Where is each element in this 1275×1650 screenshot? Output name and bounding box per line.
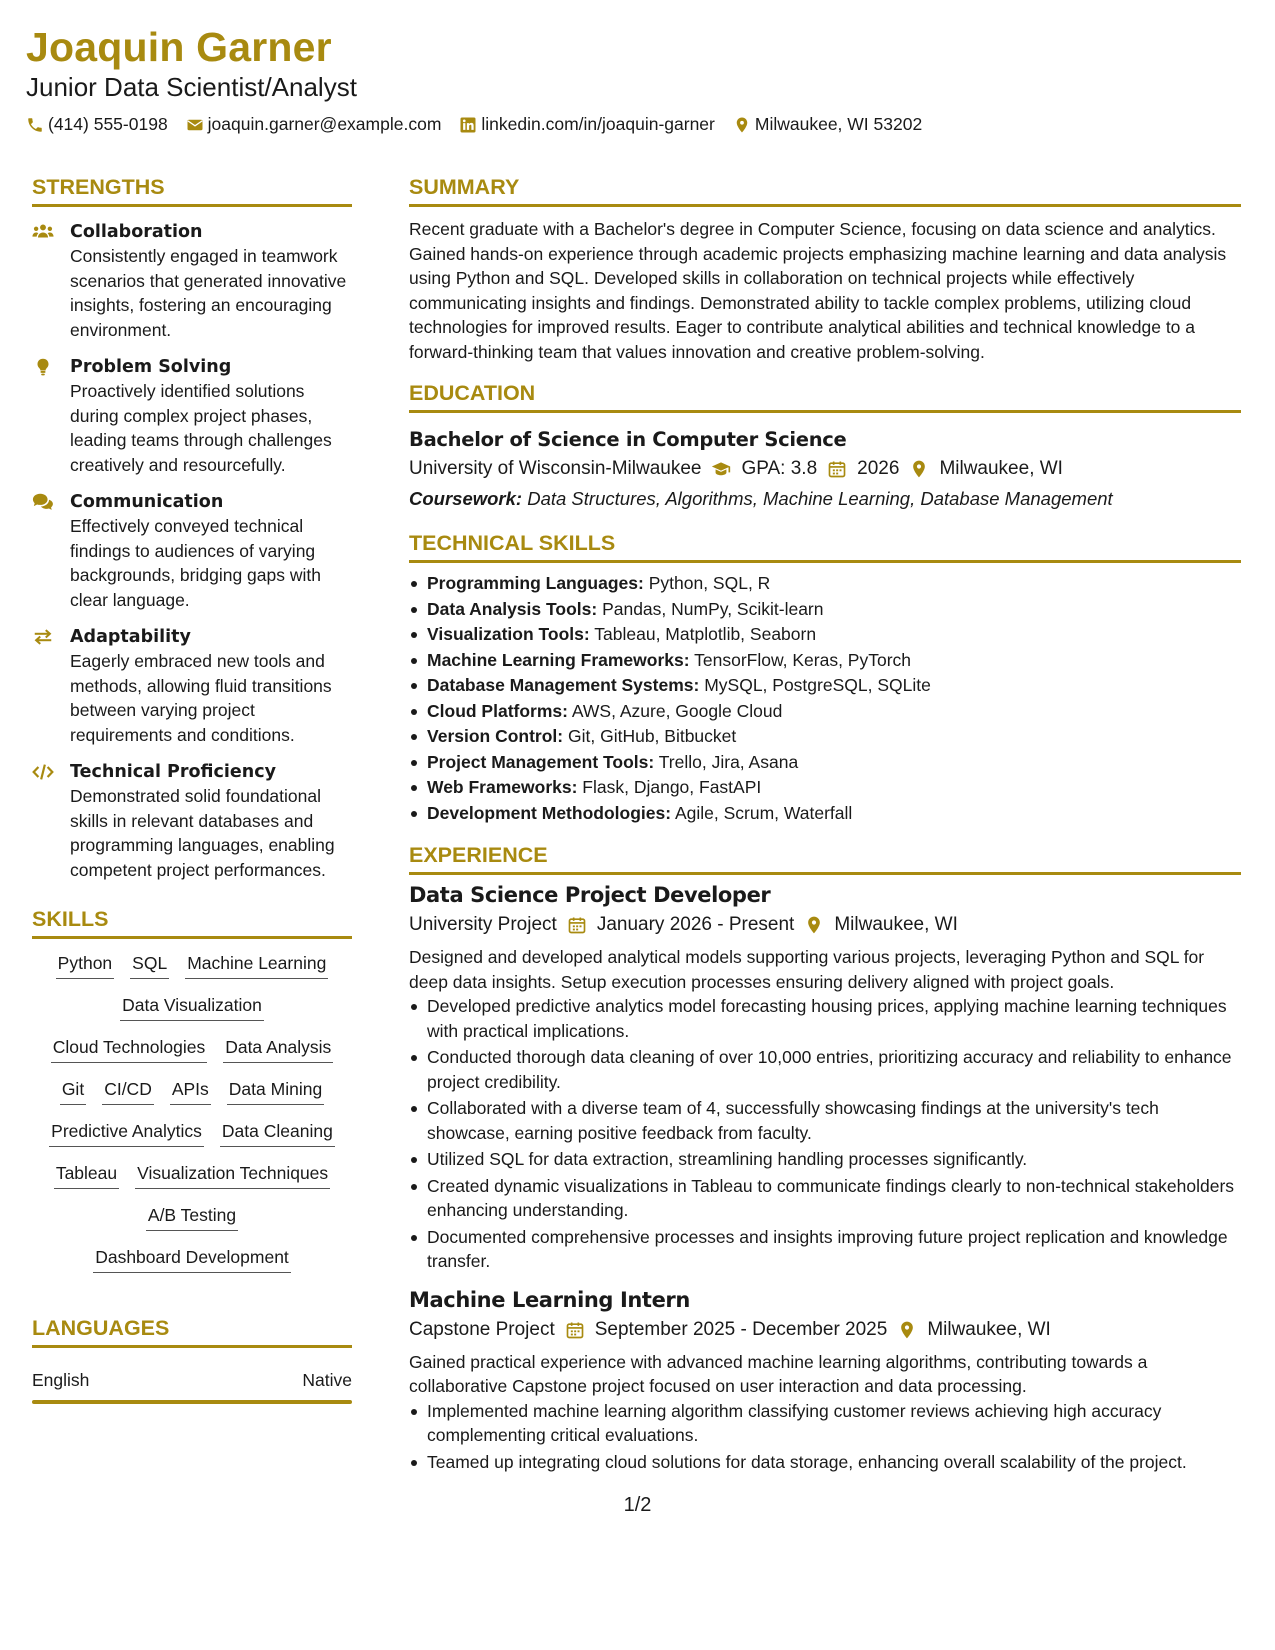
skill-category: Project Management Tools: <box>427 751 655 772</box>
education-meta <box>409 455 1241 483</box>
linkedin-text: linkedin.com/in/joaquin-garner <box>481 114 715 134</box>
education-heading: EDUCATION <box>409 380 1241 413</box>
job-location: Milwaukee, WI <box>834 914 958 935</box>
list-item: Collaborated with a diverse team of 4, successfully showcasing findings at the university's tech showcase, earning positive feedback from faculty. <box>409 1096 1241 1145</box>
technical-skills-heading: TECHNICAL SKILLS <box>409 530 1241 563</box>
skill-values: Flask, Django, FastAPI <box>582 777 762 797</box>
language-level: Native <box>302 1370 352 1390</box>
strength-text: Consistently engaged in teamwork scenarios that generated innovative insights, fostering an encouraging environment. <box>70 246 347 340</box>
skill-row <box>54 1161 330 1189</box>
job-title: Machine Learning Intern <box>409 1287 690 1312</box>
contact-phone[interactable] <box>26 114 168 135</box>
skill-tag: Data Visualization <box>120 993 264 1021</box>
strength-item <box>32 760 352 882</box>
map-marker-icon <box>897 1320 917 1340</box>
skill-row <box>49 1119 335 1147</box>
strength-title: Technical Proficiency <box>70 762 276 782</box>
phone-icon <box>26 116 44 134</box>
degree-title: Bachelor of Science in Computer Science <box>409 428 847 451</box>
job-org: University Project <box>409 914 557 935</box>
skill-row <box>93 1245 291 1273</box>
education-section <box>409 380 1241 512</box>
job-meta <box>409 1316 1241 1344</box>
job-dates: September 2025 - December 2025 <box>594 1318 888 1340</box>
page-number: 1/2 <box>623 1494 652 1516</box>
list-item <box>409 597 1241 623</box>
calendar-icon <box>565 1320 585 1340</box>
skill-tag: APIs <box>170 1077 211 1105</box>
skill-values: Git, GitHub, Bitbucket <box>568 726 737 746</box>
contact-bar <box>26 114 1246 135</box>
location-text: Milwaukee, WI 53202 <box>754 114 923 134</box>
strength-title: Collaboration <box>70 222 203 242</box>
skill-category: Web Frameworks: <box>427 777 578 797</box>
skill-tag: Machine Learning <box>185 951 328 979</box>
calendar-icon <box>567 915 587 935</box>
list-item <box>409 801 1241 827</box>
graduation-cap-icon <box>711 459 731 479</box>
map-marker-icon <box>733 116 751 134</box>
strength-item <box>32 490 352 612</box>
strength-item <box>32 355 352 477</box>
experience-heading: EXPERIENCE <box>409 842 1241 875</box>
calendar-icon <box>827 459 847 479</box>
skills-section <box>32 906 352 1287</box>
skill-tag: SQL <box>130 951 169 979</box>
skill-values: AWS, Azure, Google Cloud <box>571 700 783 721</box>
skill-values: Trello, Jira, Asana <box>658 751 799 772</box>
left-column <box>32 174 352 1418</box>
skill-category: Machine Learning Frameworks: <box>427 649 690 670</box>
phone-text: (414) 555-0198 <box>48 114 168 134</box>
languages-section <box>32 1315 352 1404</box>
experience-section <box>409 842 1241 1474</box>
skills-list <box>32 951 352 1287</box>
job-location: Milwaukee, WI <box>927 1318 1051 1340</box>
list-item: Teamed up integrating cloud solutions for data storage, enhancing overall scalability of the project. <box>409 1450 1241 1475</box>
list-item <box>409 750 1241 776</box>
skill-values: TensorFlow, Keras, PyTorch <box>694 649 912 670</box>
list-item <box>409 622 1241 648</box>
skill-values: Agile, Scrum, Waterfall <box>674 802 853 823</box>
skill-category: Development Methodologies: <box>427 802 672 823</box>
strength-title: Communication <box>70 492 224 512</box>
skill-tag: Data Cleaning <box>220 1119 335 1147</box>
skill-category: Visualization Tools: <box>427 624 590 644</box>
coursework-text: Data Structures, Algorithms, Machine Learning, Database Management <box>527 488 1113 509</box>
envelope-icon <box>186 116 204 134</box>
coursework-line <box>409 485 1241 512</box>
map-marker-icon <box>909 459 929 479</box>
strengths-section <box>32 174 352 882</box>
school-name: University of Wisconsin-Milwaukee <box>409 458 702 479</box>
list-item <box>409 775 1241 801</box>
skill-tag: A/B Testing <box>146 1203 238 1231</box>
job-entry <box>409 1286 1241 1475</box>
list-item: Utilized SQL for data extraction, streamlining handling processes significantly. <box>409 1147 1241 1172</box>
skill-category: Version Control: <box>427 726 564 746</box>
skill-category: Programming Languages: <box>427 573 644 593</box>
language-row <box>32 1368 352 1392</box>
users-icon <box>32 220 58 342</box>
skill-values: Pandas, NumPy, Scikit-learn <box>602 598 824 619</box>
summary-section <box>409 174 1241 364</box>
comments-icon <box>32 490 58 612</box>
job-description: Gained practical experience with advanced machine learning algorithms, contributing towards a collaborative Capstone project focused on user interaction and data processing. <box>409 1351 1148 1396</box>
skill-tag: CI/CD <box>102 1077 154 1105</box>
skill-category: Data Analysis Tools: <box>427 598 598 619</box>
skill-tag: Visualization Techniques <box>135 1161 330 1189</box>
education-location: Milwaukee, WI <box>939 458 1063 479</box>
job-org: Capstone Project <box>409 1318 555 1340</box>
strengths-heading: STRENGTHS <box>32 174 352 207</box>
linkedin-icon <box>459 116 477 134</box>
exchange-arrows-icon <box>32 625 58 747</box>
summary-text: Recent graduate with a Bachelor's degree in Computer Science, focusing on data science and analytics. Gained hands-on experience through academic projects emphasizing machine learning and data analysis using Python and SQL. Developed skills in collaboration on technical projects while effectively communicating insights and findings. Demonstrated ability to tackle complex problems, utilizing cloud technologies for improved results. Eager to contribute analytical abilities and technical knowledge to a forward-thinking team that values innovation and creative problem-solving. <box>409 219 1227 362</box>
job-title: Data Science Project Developer <box>409 883 771 907</box>
right-column <box>409 174 1241 1488</box>
skill-tag: Tableau <box>54 1161 119 1189</box>
coursework-label: Coursework: <box>409 488 523 509</box>
strength-item <box>32 220 352 342</box>
list-item: Developed predictive analytics model forecasting housing prices, applying machine learning techniques with practical implications. <box>409 994 1241 1043</box>
strength-item <box>32 625 352 747</box>
skill-tag: Git <box>60 1077 86 1105</box>
lightbulb-icon <box>32 355 58 477</box>
skill-values: Tableau, Matplotlib, Seaborn <box>594 624 817 644</box>
skill-values: Python, SQL, R <box>648 573 771 593</box>
languages-heading: LANGUAGES <box>32 1315 352 1348</box>
strength-title: Adaptability <box>70 627 191 647</box>
skill-row <box>146 1203 238 1231</box>
skill-tag: Data Analysis <box>223 1035 333 1063</box>
summary-heading: SUMMARY <box>409 174 1241 207</box>
skill-row <box>51 1035 333 1063</box>
list-item: Documented comprehensive processes and insights improving future project replication and knowledge transfer. <box>409 1225 1241 1274</box>
skill-tag: Dashboard Development <box>93 1245 291 1273</box>
list-item <box>409 699 1241 725</box>
strength-text: Proactively identified solutions during complex project phases, leading teams through challenges creatively and resourcefully. <box>70 381 332 475</box>
technical-skills-list <box>409 571 1241 826</box>
skill-row <box>120 993 264 1021</box>
contact-linkedin[interactable] <box>459 114 714 135</box>
skill-row <box>60 1077 324 1105</box>
resume-header <box>26 22 1246 135</box>
list-item <box>409 571 1241 597</box>
list-item: Implemented machine learning algorithm classifying customer reviews achieving high accuracy complementing critical evaluations. <box>409 1399 1241 1448</box>
strength-text: Eagerly embraced new tools and methods, allowing fluid transitions between varying project requirements and conditions. <box>70 651 332 745</box>
job-bullets <box>409 994 1241 1274</box>
graduation-year: 2026 <box>857 458 900 479</box>
skill-tag: Data Mining <box>227 1077 324 1105</box>
job-bullets <box>409 1399 1241 1475</box>
language-proficiency-bar <box>32 1400 352 1404</box>
list-item <box>409 648 1241 674</box>
skill-category: Cloud Platforms: <box>427 700 568 721</box>
strength-text: Demonstrated solid foundational skills in relevant databases and programming languages, enabling competent project performances. <box>70 786 335 880</box>
list-item: Created dynamic visualizations in Tableau to communicate findings clearly to non-technical stakeholders enhancing understanding. <box>409 1174 1241 1223</box>
job-meta <box>409 911 1241 939</box>
skill-tag: Predictive Analytics <box>49 1119 204 1147</box>
candidate-name: Joaquin Garner <box>26 24 332 70</box>
job-entry <box>409 881 1241 1274</box>
code-icon <box>32 760 58 882</box>
technical-skills-section <box>409 530 1241 826</box>
email-text: joaquin.garner@example.com <box>207 114 442 134</box>
gpa-text: GPA: 3.8 <box>741 458 818 479</box>
contact-email[interactable] <box>186 114 442 135</box>
skill-row <box>56 951 329 979</box>
strength-title: Problem Solving <box>70 357 232 377</box>
skill-tag: Cloud Technologies <box>51 1035 207 1063</box>
list-item <box>409 673 1241 699</box>
job-dates: January 2026 - Present <box>596 914 795 935</box>
candidate-title: Junior Data Scientist/Analyst <box>26 72 357 102</box>
contact-location <box>733 114 922 135</box>
skill-values: MySQL, PostgreSQL, SQLite <box>704 675 931 695</box>
language-name: English <box>32 1370 90 1390</box>
skill-category: Database Management Systems: <box>427 675 700 695</box>
map-marker-icon <box>804 915 824 935</box>
list-item: Conducted thorough data cleaning of over 10,000 entries, prioritizing accuracy and reliability to enhance project credibility. <box>409 1045 1241 1094</box>
skill-tag: Python <box>56 951 114 979</box>
job-description: Designed and developed analytical models supporting various projects, leveraging Python and SQL for deep data insights. Setup execution processes ensuring delivery aligned with project goals. <box>409 947 1205 992</box>
skills-heading: SKILLS <box>32 906 352 939</box>
strength-text: Effectively conveyed technical findings to audiences of varying backgrounds, bridging gaps with clear language. <box>70 516 321 610</box>
list-item <box>409 724 1241 750</box>
